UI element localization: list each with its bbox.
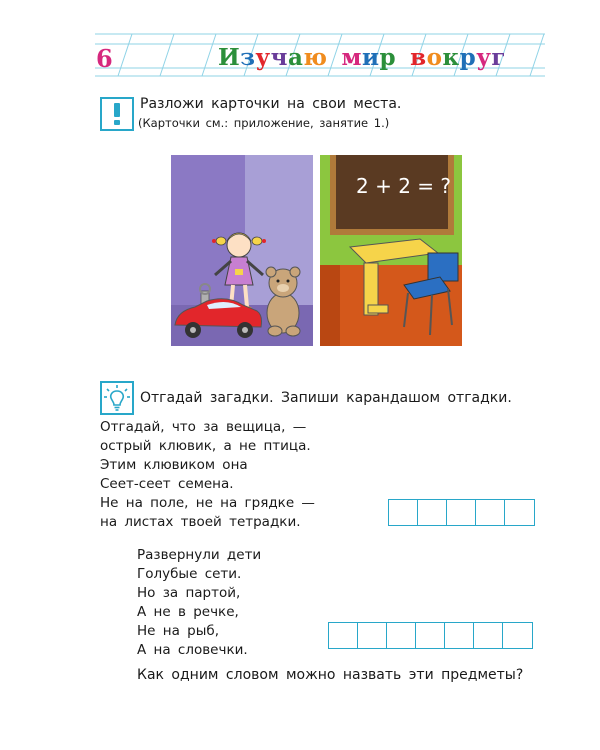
title-letter: г bbox=[491, 44, 507, 71]
title-letter: р bbox=[459, 44, 477, 71]
title-letter: р bbox=[379, 44, 397, 71]
task2-instruction: Отгадай загадки. Запиши карандашом отгадки. bbox=[140, 390, 512, 406]
answer-cell[interactable] bbox=[358, 623, 387, 648]
riddle-1 bbox=[100, 418, 315, 532]
board-equation: 2 + 2 = ? bbox=[356, 174, 452, 198]
answer-cell[interactable] bbox=[418, 500, 447, 525]
riddle-line: Этим клювиком она bbox=[100, 457, 248, 473]
riddle-line: А не в речке, bbox=[137, 604, 239, 620]
exclamation-icon bbox=[100, 97, 134, 131]
title-letter: к bbox=[442, 44, 460, 71]
title-word bbox=[410, 44, 506, 71]
title-letter: ч bbox=[270, 44, 288, 71]
answer-cell[interactable] bbox=[476, 500, 505, 525]
title-letter: ю bbox=[303, 44, 328, 71]
riddle-line: Не на рыб, bbox=[137, 623, 219, 639]
riddle-line: на листах твоей тетрадки. bbox=[100, 514, 301, 530]
task1-instruction: Разложи карточки на свои места. bbox=[140, 96, 402, 112]
page-header bbox=[0, 0, 600, 100]
answer-cell[interactable] bbox=[387, 623, 416, 648]
task1-note: (Карточки см.: приложение, занятие 1.) bbox=[138, 116, 390, 130]
lightbulb-icon bbox=[100, 381, 134, 415]
riddle-line: острый клювик, а не птица. bbox=[100, 438, 311, 454]
title-letter: и bbox=[361, 44, 380, 71]
riddle-line: Развернули дети bbox=[137, 547, 262, 563]
classroom-card bbox=[320, 155, 462, 346]
answer-cell[interactable] bbox=[503, 623, 532, 648]
toys-card bbox=[171, 155, 313, 346]
answer-cell[interactable] bbox=[505, 500, 534, 525]
title-letter: у bbox=[476, 44, 492, 71]
answer-cell[interactable] bbox=[389, 500, 418, 525]
title-letter: о bbox=[426, 44, 443, 71]
answer-cell[interactable] bbox=[329, 623, 358, 648]
riddle-2 bbox=[137, 546, 261, 660]
answer-cell[interactable] bbox=[447, 500, 476, 525]
answer-cell[interactable] bbox=[416, 623, 445, 648]
final-question: Как одним словом можно назвать эти предметы? bbox=[137, 667, 524, 683]
title-letter: в bbox=[410, 44, 427, 71]
book-title bbox=[218, 44, 506, 71]
title-letter: И bbox=[218, 44, 241, 71]
title-letter: м bbox=[341, 44, 362, 71]
title-word bbox=[342, 44, 397, 71]
answer-box-2[interactable] bbox=[328, 622, 533, 649]
teddy-bear-illustration bbox=[266, 267, 300, 336]
page-number: 6 bbox=[96, 44, 113, 73]
title-letter: у bbox=[255, 44, 271, 71]
riddle-line: А на словечки. bbox=[137, 642, 248, 658]
title-letter: а bbox=[288, 44, 304, 71]
title-letter: з bbox=[240, 44, 256, 71]
title-word bbox=[218, 44, 328, 71]
riddle-line: Но за партой, bbox=[137, 585, 241, 601]
answer-box-1[interactable] bbox=[388, 499, 535, 526]
answer-cell[interactable] bbox=[445, 623, 474, 648]
riddle-line: Голубые сети. bbox=[137, 566, 242, 582]
answer-cell[interactable] bbox=[474, 623, 503, 648]
riddle-line: Сеет-сеет семена. bbox=[100, 476, 234, 492]
riddle-line: Отгадай, что за вещица, — bbox=[100, 419, 307, 435]
riddle-line: Не на поле, не на грядке — bbox=[100, 495, 315, 511]
